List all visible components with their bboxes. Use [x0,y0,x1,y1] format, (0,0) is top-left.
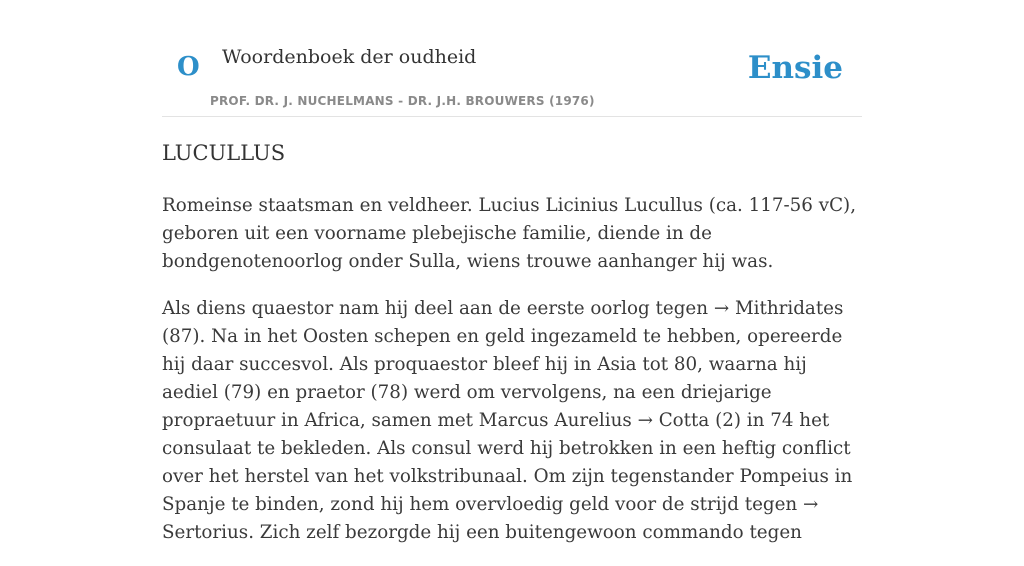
entry-paragraph-1: Romeinse staatsman en veldheer. Lucius Licinius Lucullus (ca. 117-56 vC), geboren uit een voorname plebejische familie, diende in de bondgenotenoorlog onder Sulla, wiens trouwe aanhanger hij was. [162,195,856,272]
entry-paragraph-2 [162,295,864,547]
book-title[interactable]: Woordenboek der oudheid [222,46,477,68]
paragraph-text: (2) in 74 het consulaat te bekleden. Als consul werd hij betrokken in een heftig conflict over het herstel van het volkstribunaal. Om zijn tegenstander Pompeius in Spanje te binden, zond hij hem overvloedig geld voor de strijd tegen [162,410,853,515]
paragraph-text: . Zich zelf bezorgde hij een buitengewoon commando tegen [248,522,802,543]
entry-body [162,192,864,566]
index-letter[interactable]: O [177,52,200,82]
book-authors: PROF. DR. J. NUCHELMANS - DR. J.H. BROUWERS (1976) [210,94,595,108]
link-mithridates[interactable]: → Mithridates [713,298,844,319]
paragraph-text: (87). Na in het Oosten schepen en geld ingezameld te hebben, opereerde hij daar succesvol. Als proquaestor bleef hij in Asia tot 80, waarna hij aediel (79) en praetor (78) werd om vervolgens, na een driejarige propraetuur in Africa, samen met Marcus Aurelius [162,326,843,431]
paragraph-text: Als diens quaestor nam hij deel aan de eerste oorlog tegen [162,298,714,319]
ensie-logo-link[interactable]: Ensie [747,50,843,86]
link-cotta[interactable]: → Cotta [637,410,710,431]
link-sertorius[interactable]: → Sertorius [162,494,819,543]
page-content [162,0,862,543]
book-header [162,0,862,117]
entry-title: LUCULLUS [162,141,286,165]
